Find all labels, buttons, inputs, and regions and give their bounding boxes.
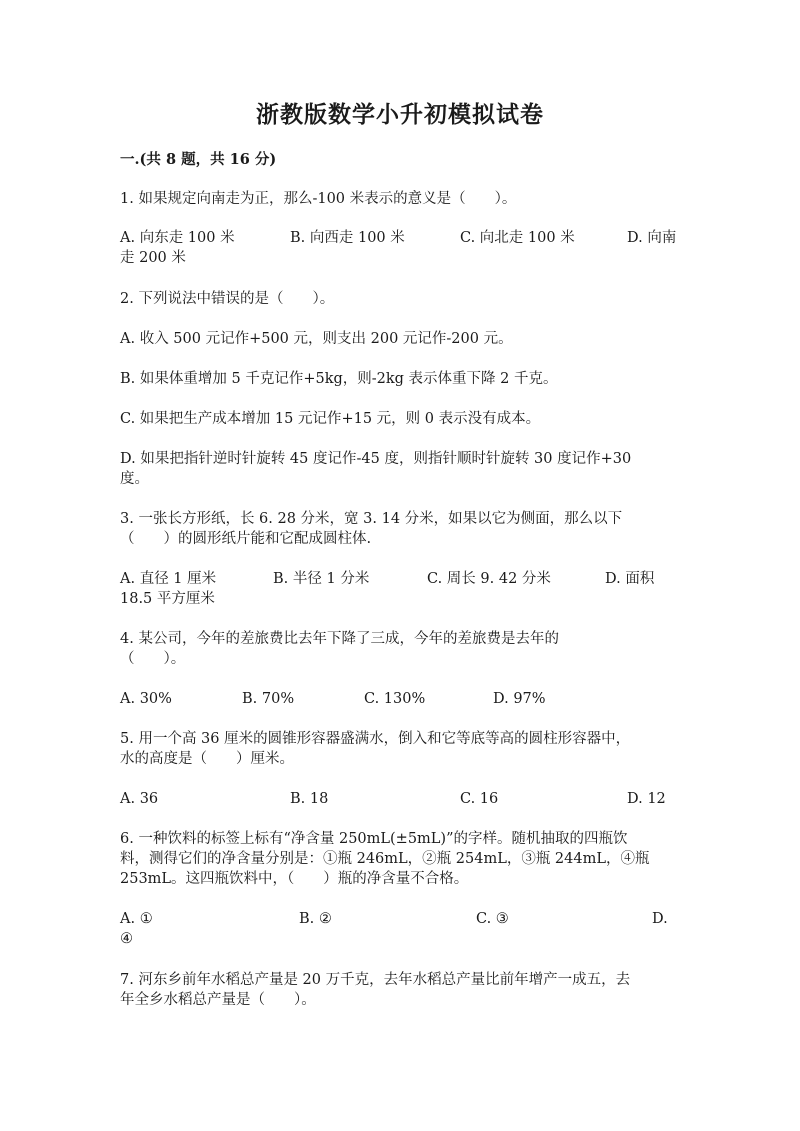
question-4-option-c: C. 130% <box>364 691 426 707</box>
question-4-option-a: A. 30% <box>120 691 172 707</box>
question-6-option-c: C. ③ <box>476 911 509 927</box>
question-4-stem: 4. 某公司，今年的差旅费比去年下降了三成，今年的差旅费是去年的 <box>120 631 559 647</box>
question-6-stem: 6. 一种饮料的标签上标有“净含量 250mL(±5mL)”的字样。随机抽取的四瓶饮 <box>120 831 628 847</box>
question-3-stem: 3. 一张长方形纸，长 6. 28 分米，宽 3. 14 分米，如果以它为侧面，那么以下 <box>120 511 623 527</box>
question-7-stem-cont: 年全乡水稻总产量是（ ）。 <box>120 992 316 1008</box>
question-2-option-d: D. 如果把指针逆时针旋转 45 度记作-45 度，则指针顺时针旋转 30 度记作+30 <box>120 451 632 467</box>
question-3-stem-cont: （ ）的圆形纸片能和它配成圆柱体. <box>120 531 372 547</box>
question-1-stem: 1. 如果规定向南走为正，那么-100 米表示的意义是（ ）。 <box>120 191 517 207</box>
question-2-option-c: C. 如果把生产成本增加 15 元记作+15 元，则 0 表示没有成本。 <box>120 411 541 427</box>
question-1-option-d-cont: 走 200 米 <box>120 250 186 266</box>
question-6-option-a: A. ① <box>120 911 153 927</box>
question-1-option-a: A. 向东走 100 米 <box>120 230 235 246</box>
question-3-option-c: C. 周长 9. 42 分米 <box>427 571 551 587</box>
question-2-option-d-cont: 度。 <box>120 471 149 487</box>
question-4-stem-cont: （ ）。 <box>120 651 186 667</box>
question-6-stem-cont-1: 料，测得它们的净含量分别是：①瓶 246mL，②瓶 254mL，③瓶 244mL，④瓶 <box>120 851 650 867</box>
question-6-stem-cont-2: 253mL。这四瓶饮料中，（ ）瓶的净含量不合格。 <box>120 871 469 887</box>
question-7-stem: 7. 河东乡前年水稻总产量是 20 万千克，去年水稻总产量比前年增产一成五，去 <box>120 972 631 988</box>
question-5-stem: 5. 用一个高 36 厘米的圆锥形容器盛满水，倒入和它等底等高的圆柱形容器中， <box>120 731 631 747</box>
question-6-option-b: B. ② <box>299 911 332 927</box>
question-3-option-d: D. 面积 <box>605 571 655 587</box>
question-1-option-b: B. 向西走 100 米 <box>290 230 405 246</box>
question-5-option-a: A. 36 <box>120 791 159 807</box>
question-3-option-d-cont: 18.5 平方厘米 <box>120 591 215 607</box>
question-4-option-d: D. 97% <box>493 691 546 707</box>
question-2-option-a: A. 收入 500 元记作+500 元，则支出 200 元记作-200 元。 <box>120 331 513 347</box>
question-3-option-a: A. 直径 1 厘米 <box>120 571 217 587</box>
question-4-option-b: B. 70% <box>242 691 295 707</box>
question-5-option-d: D. 12 <box>627 791 666 807</box>
question-6-option-d-cont: ④ <box>120 931 133 947</box>
question-3-option-b: B. 半径 1 分米 <box>273 571 370 587</box>
question-5-option-b: B. 18 <box>290 791 329 807</box>
question-2-stem: 2. 下列说法中错误的是（ ）。 <box>120 291 335 307</box>
question-1-option-d: D. 向南 <box>627 230 677 246</box>
question-5-option-c: C. 16 <box>460 791 499 807</box>
question-6-option-d: D. <box>652 911 668 927</box>
page-title: 浙教版数学小升初模拟试卷 <box>256 101 544 128</box>
question-5-stem-cont: 水的高度是（ ）厘米。 <box>120 751 294 767</box>
question-1-option-c: C. 向北走 100 米 <box>460 230 575 246</box>
section-heading: 一.(共 8 题，共 16 分) <box>120 151 277 168</box>
question-2-option-b: B. 如果体重增加 5 千克记作+5kg，则-2kg 表示体重下降 2 千克。 <box>120 371 558 387</box>
